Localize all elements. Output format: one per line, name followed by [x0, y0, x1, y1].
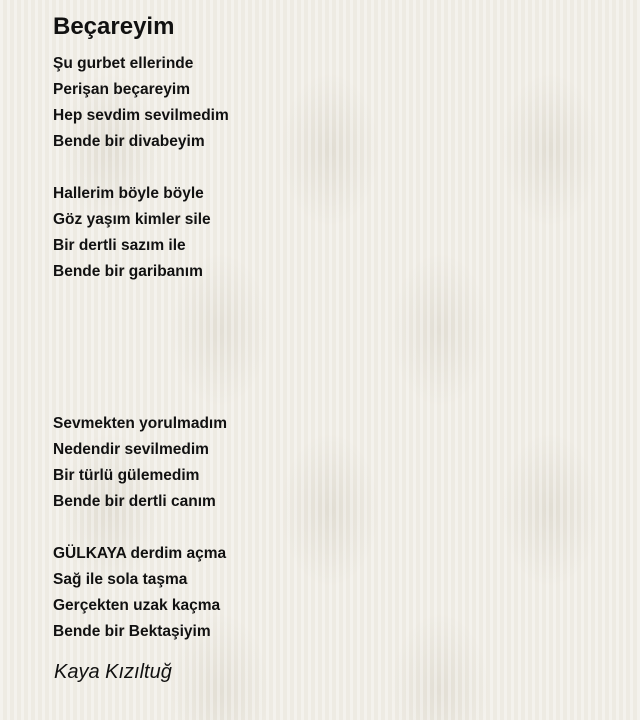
poem-line: Göz yaşım kimler sile: [53, 211, 211, 228]
poem-line: Sevmekten yorulmadım: [53, 415, 228, 432]
poem-line: Bir dertli sazım ile: [53, 237, 186, 254]
poem-line: Nedendir sevilmedim: [53, 441, 209, 458]
poem-stanza-3: [53, 411, 227, 515]
poem-line: GÜLKAYA derdim açma: [53, 545, 227, 562]
poem-line: Şu gurbet ellerinde: [53, 55, 194, 72]
poem-line: Bende bir dertli canım: [53, 493, 216, 510]
poem-stanza-1: [53, 51, 229, 155]
poem-line: Gerçekten uzak kaçma: [53, 597, 221, 614]
poem-line: Hep sevdim sevilmedim: [53, 107, 229, 124]
poem-line: Hallerim böyle böyle: [53, 185, 204, 202]
poem-stanza-2: [53, 181, 211, 285]
poem-author: Kaya Kızıltuğ: [54, 661, 172, 683]
poem-line: Perişan beçareyim: [53, 81, 191, 98]
poem-title: Beçareyim: [53, 13, 175, 40]
poem-line: Sağ ile sola taşma: [53, 571, 188, 588]
poem-line: Bende bir Bektaşiyim: [53, 623, 211, 640]
poem-line: Bir türlü gülemedim: [53, 467, 200, 484]
poem-stanza-4: [53, 541, 226, 645]
poem-line: Bende bir divabeyim: [53, 133, 205, 150]
poem-line: Bende bir garibanım: [53, 263, 203, 280]
